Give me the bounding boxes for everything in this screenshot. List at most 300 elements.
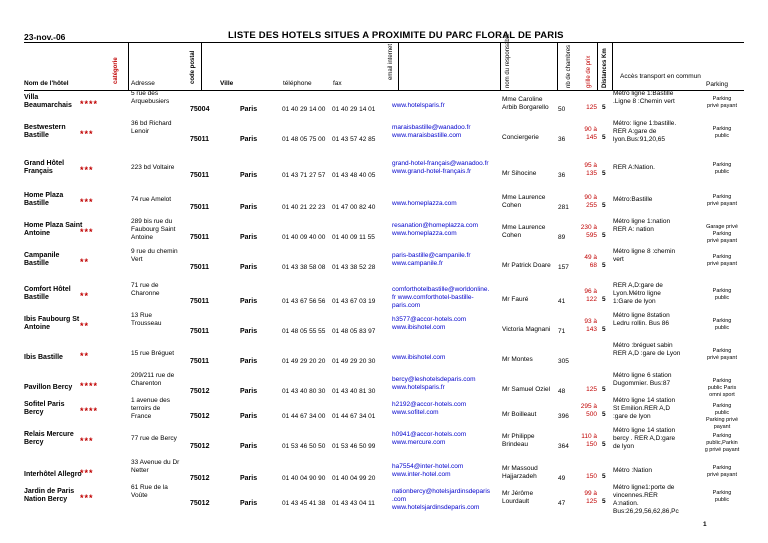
email-line[interactable]: resanation@homeplazza.com [392,222,479,229]
col-header-parking: Parking [706,81,729,88]
price-range-from: 90 à [584,194,597,201]
postal-code: 75012 [190,388,210,395]
manager-name: Mr Samuel Oziel [502,386,551,393]
postal-code: 75011 [190,328,210,335]
price-range-from: 99 à [584,490,597,497]
city: Paris [240,136,258,143]
fax: 01 44 67 34 01 [332,413,376,420]
address-line: Lenoir [131,128,150,135]
parking-info [702,348,742,362]
parking-info [702,378,742,399]
parking-line: Parking [712,378,732,384]
hotel-name: Bastille [24,132,49,139]
telephone: 01 43 45 41 38 [282,500,326,507]
price-range-to: 150 [586,441,597,448]
fax: 01 43 43 04 11 [332,500,375,507]
hotel-name-line: Jardin de Paris [24,488,75,495]
manager-name: Mr Montes [502,356,533,363]
price-range-from: 96 à [584,288,597,295]
address-line: Charonne [131,290,160,297]
address-line: Voûte [131,492,148,499]
parking-info [702,126,742,140]
postal-code: 75012 [190,413,210,420]
transport-line: Métro ligne 14 station [613,397,676,404]
room-count: 71 [558,328,566,335]
hotel-name-line: Relais Mercure [24,431,74,438]
hotel-name: Bastille [24,200,49,207]
hotel-name-line: Comfort Hôtel [24,286,71,293]
transport-line: Métro: ligne 1:bastille. [613,120,677,127]
manager-name-line: Mr Massoud [502,465,538,472]
manager-name: Cohen [502,202,522,209]
transport-line: Métro:Bastille [613,196,653,203]
col-header-distances: Distances Km [602,48,608,88]
email-line[interactable]: nationbercy@hotelsjardinsdeparis [392,488,491,495]
distance-km: 5 [602,262,606,269]
parking-line: privé payant [707,472,737,478]
hotel-name: Bastille [24,260,49,267]
email-line[interactable]: paris-bastille@campanile.fr [392,252,471,259]
room-count: 50 [558,106,566,113]
postal-code: 75011 [190,298,210,305]
address-line: France [131,413,152,420]
email-line[interactable]: h3577@accor-hotels.com [392,316,467,323]
transport-line: 1:Gare de lyon [613,298,656,305]
telephone: 01 53 46 50 50 [282,443,326,450]
distance-km: 5 [602,104,606,111]
postal-code: 75011 [190,136,210,143]
parking-line: Parking [712,231,732,237]
city: Paris [240,204,258,211]
postal-code: 75012 [190,475,210,482]
transport-line: bercy . RER A,D:gare [613,435,676,442]
parking-line: public [714,325,730,331]
parking-line: Parking [712,465,732,471]
col-header-email: email internet [388,43,394,80]
website-link[interactable]: www.campanile.fr [392,260,443,267]
parking-line: privé payant [707,261,737,267]
website-link[interactable]: .com [392,496,407,503]
manager-name: Mr Patrick Doare [502,262,551,269]
telephone: 01 40 09 40 00 [282,234,326,241]
manager-name: Mr Fauré [502,296,529,303]
parking-line: privé payant [707,355,737,361]
room-count: 49 [558,475,566,482]
address-line: 1 avenue des [131,397,171,404]
parking-line: g privé payant [704,447,740,453]
price-range-from: 93 à [584,318,597,325]
header-divider [500,42,501,90]
category-stars: *** [80,436,94,446]
address-line: Trousseau [131,320,162,327]
manager-name-line: Mme Laurence [502,194,546,201]
manager-name-line: Mme Caroline [502,96,543,103]
page-number: 1 [703,521,707,528]
website-link[interactable]: fr www.comforthotel-bastille- [392,294,474,301]
col-header-prix: grille de prix [586,55,592,88]
fax: 01 40 29 14 01 [332,106,376,113]
telephone: 01 40 29 14 00 [282,106,326,113]
telephone: 01 43 67 56 56 [282,298,326,305]
transport-line: Métro ligne 1:nation [613,218,671,225]
category-stars: **** [80,406,99,416]
parking-info [702,490,742,504]
category-stars: ** [80,257,90,267]
header-divider [201,42,202,90]
postal-code: 75011 [190,264,210,271]
price-range-to: 125 [586,386,597,393]
transport-line: RER A: nation [613,226,654,233]
address-line: 15 rue Bréguet [131,350,175,357]
email-line[interactable]: maraisbastille@wanadoo.fr [392,124,471,131]
address-line: 74 rue Amelot [131,196,172,203]
room-count: 396 [558,413,569,420]
transport-line: Métro ligne1:porte de [613,484,675,491]
website-link[interactable]: www.hotelsparis.fr [392,102,445,109]
transport-line: RER A,D :gare de Lyon [613,350,681,357]
hotel-name-line: Bestwestern [24,124,66,131]
page-title: LISTE DES HOTELS SITUES A PROXIMITE DU PARC FLORAL DE PARIS [228,30,564,41]
distance-km: 5 [602,386,606,393]
price-range-to: 68 [589,262,597,269]
table-top-border [24,42,744,43]
parking-line: Parking privé payant [705,417,739,430]
header-divider [597,42,598,90]
parking-info [702,433,742,454]
website-link[interactable]: www.homeplazza.com [392,200,457,207]
manager-name: Conciergerie [502,134,539,141]
price-range-from: 295 à [580,403,597,410]
fax: 01 40 04 99 20 [332,475,376,482]
city: Paris [240,172,258,179]
hotel-name: Bercy [24,409,44,416]
hotel-name: Antoine [24,230,51,237]
parking-info [702,403,742,431]
fax: 01 43 67 03 19 [332,298,376,305]
col-header-telephone: téléphone [283,80,312,87]
manager-name: Mr Boilleaut [502,411,537,418]
postal-code: 75011 [190,204,210,211]
manager-name-line: Mme Laurence [502,224,546,231]
hotel-name: Français [24,168,53,175]
category-stars: *** [80,227,94,237]
price-range-to: 595 [586,232,597,239]
transport-line: Métro :bréguet sabin [613,342,673,349]
hotel-name: Interhôtel Allegro [24,471,82,478]
price-range-to: 143 [586,326,597,333]
address-line: 223 bd Voltaire [131,164,175,171]
fax: 01 49 29 20 30 [332,358,376,365]
website-link[interactable]: www.sofitel.com [392,409,439,416]
room-count: 48 [558,388,566,395]
address-line: 36 bd Richard [131,120,172,127]
website-link[interactable]: www.grand-hotel-français.fr [392,168,472,175]
header-divider [128,42,129,90]
price-range-to: 125 [586,104,597,111]
room-count: 36 [558,172,566,179]
address-line: 9 rue du chemin [131,248,178,255]
distance-km: 5 [602,202,606,209]
parking-line: public Paris [707,385,737,391]
city: Paris [240,413,258,420]
parking-line: public [714,497,730,503]
category-stars: *** [80,493,94,503]
address-line: terroirs de [131,405,161,412]
room-count: 364 [558,443,569,450]
fax: 01 53 46 50 99 [332,443,376,450]
parking-line: Garage privé [706,224,738,230]
email-line[interactable]: ha7554@inter-hotel.com [392,463,464,470]
header-divider [612,42,613,90]
transport-line: Bus:26,29,56,62,86,Pc [613,508,679,515]
parking-line: public [714,169,730,175]
city: Paris [240,328,258,335]
parking-line: privé payant [707,201,737,207]
col-header-adresse: Adresse [131,80,155,87]
transport-line: Métro ligne 8station [613,312,670,319]
address-line: Arquebusiers [131,98,170,105]
hotel-name: Bastille [24,294,49,301]
parking-line: Parking [712,254,732,260]
address-line: 289 bis rue du [131,218,173,225]
postal-code: 75004 [190,106,210,113]
parking-line: public [714,133,730,139]
address-line: 77 rue de Bercy [131,435,177,442]
hotel-name-line: Home Plaza Saint [24,222,83,229]
manager-name: Arbib Borgarello [502,104,549,111]
room-count: 89 [558,234,566,241]
price-range-to: 500 [586,411,597,418]
col-header-categorie: catégorie [113,57,119,84]
postal-code: 75011 [190,358,210,365]
price-range-to: 122 [586,296,597,303]
city: Paris [240,358,258,365]
manager-name: Victoria Magnani [502,326,551,333]
hotel-name-line: Ibis Faubourg St [24,316,80,323]
telephone: 01 43 71 27 57 [282,172,326,179]
transport-line: :gare de lyon [613,413,651,420]
parking-line: privé payant [707,103,737,109]
transport-line: de lyon [613,443,634,450]
address-line: Vert [131,256,143,263]
city: Paris [240,443,258,450]
transport-line: Dugommier. Bus:87 [613,380,671,387]
room-count: 157 [558,264,569,271]
telephone: 01 49 29 20 20 [282,358,326,365]
manager-name: Cohen [502,232,522,239]
postal-code: 75011 [190,172,210,179]
col-header-transport: Accès transport en commun [620,73,701,80]
col-header-ville: Ville [220,80,234,87]
transport-line: Lyon.Métro ligne [613,290,661,297]
room-count: 281 [558,204,569,211]
website-link[interactable]: www.mercure.com [392,439,446,446]
telephone: 01 44 67 34 00 [282,413,326,420]
transport-line: Métro :Nation [613,467,653,474]
room-count: 47 [558,500,566,507]
parking-line: Parking [712,433,732,439]
parking-info [702,194,742,208]
col-header-responsable: nom du responsable [505,33,511,88]
website-link[interactable]: www.inter-hotel.com [392,471,451,478]
city: Paris [240,264,258,271]
fax: 01 43 48 40 05 [332,172,376,179]
manager-name: Mr Sihocine [502,170,537,177]
room-count: 36 [558,136,566,143]
hotel-name: Pavillon Bercy [24,384,73,391]
manager-name: Brindeau [502,441,529,448]
parking-line: public [714,410,730,416]
manager-name-line: Mr Jérôme [502,490,534,497]
website-link[interactable]: www.hotelsparis.fr [392,384,445,391]
room-count: 305 [558,358,569,365]
parking-info [702,318,742,332]
distance-km: 5 [602,296,606,303]
transport-line: Ledru rollin. Bus 86 [613,320,670,327]
header-divider [557,42,558,90]
price-range-to: 145 [586,134,597,141]
transport-line: RER A,D:gare de [613,282,663,289]
telephone: 01 43 38 58 08 [282,264,326,271]
price-range-to: 125 [586,498,597,505]
telephone: 01 48 05 55 55 [282,328,326,335]
email-line[interactable]: h2192@accor-hotels.com [392,401,467,408]
transport-line: lyon.Bus:91,20,65 [613,136,666,143]
hotel-name-line: Grand Hôtel [24,160,65,167]
email-line[interactable]: comforthotelbastille@worldonline. [392,286,490,293]
distance-km: 5 [602,441,606,448]
distance-km: 5 [602,411,606,418]
city: Paris [240,475,258,482]
transport-line: Métro ligne 1:Bastille [613,90,674,97]
parking-line: Parking [712,318,732,324]
website-link[interactable]: www.hotelsjardinsdeparis.com [392,504,480,511]
fax: 01 43 40 81 30 [332,388,376,395]
fax: 01 43 57 42 85 [332,136,376,143]
price-range-from: 49 à [584,254,597,261]
manager-name-line: Mr Philippe [502,433,535,440]
distance-km: 5 [602,134,606,141]
website-link[interactable]: www.homeplazza.com [392,230,457,237]
price-range-from: 230 à [580,224,597,231]
header-divider [398,42,399,90]
fax: 01 48 05 83 97 [332,328,376,335]
address-line: 5 rue des [131,90,159,97]
price-range-to: 255 [586,202,597,209]
distance-km: 5 [602,232,606,239]
address-line: Charenton [131,380,162,387]
hotel-name: Bercy [24,439,44,446]
parking-line: public,Parkin [706,440,738,446]
hotel-name-line: Campanile [24,252,60,259]
transport-line: Métro ligne 14 station [613,427,676,434]
hotel-name: Ibis Bastille [24,354,63,361]
parking-line: Parking [712,490,732,496]
parking-info [702,224,742,245]
transport-line: St Emilion.RER A,D [613,405,671,412]
website-link[interactable]: www.ibishotel.com [392,354,446,361]
telephone: 01 43 40 80 30 [282,388,326,395]
address-line: Antoine [131,234,154,241]
city: Paris [240,234,258,241]
distance-km: 5 [602,473,606,480]
manager-name: Hajjarzadeh [502,473,537,480]
price-range-from: 95 à [584,162,597,169]
parking-info [702,96,742,110]
category-stars: **** [80,99,99,109]
category-stars: ** [80,321,90,331]
transport-line: Métro ligne 8 :chemin [613,248,676,255]
parking-line: Parking [712,96,732,102]
distance-km: 5 [602,170,606,177]
parking-line: Parking [712,162,732,168]
price-range-from: 110 à [581,433,597,440]
transport-line: vert [613,256,624,263]
category-stars: ** [80,351,90,361]
transport-line: Métro ligne 6 station [613,372,672,379]
fax: 01 40 09 11 55 [332,234,375,241]
parking-line: privé payant [707,238,737,244]
website-link[interactable]: paris.com [392,302,421,309]
distance-km: 5 [602,326,606,333]
parking-line: Parking [712,288,732,294]
parking-line: Parking [712,126,732,132]
category-stars: *** [80,165,94,175]
room-count: 41 [558,298,566,305]
email-line[interactable]: h0941@accor-hotels.com [392,431,467,438]
col-header-fax: fax [333,80,342,87]
transport-line: A:nation. [613,500,639,507]
category-stars: *** [80,129,94,139]
address-line: Faubourg Saint [131,226,176,233]
hotel-name: Beaumarchais [24,102,72,109]
address-line: 13 Rue [131,312,152,319]
website-link[interactable]: www.ibishotel.com [392,324,446,331]
address-line: 71 rue de [131,282,159,289]
category-stars: **** [80,381,99,391]
parking-line: Parking [712,403,732,409]
telephone: 01 40 21 22 23 [282,204,326,211]
category-stars: *** [80,468,94,478]
city: Paris [240,298,258,305]
email-line[interactable]: grand-hotel-français@wanadoo.fr [392,160,489,167]
fax: 01 47 00 82 40 [332,204,376,211]
price-range-to: 135 [586,170,597,177]
parking-line: omni sport [709,392,735,398]
email-line[interactable]: bercy@leshotelsdeparis.com [392,376,476,383]
hotel-name: Antoine [24,324,51,331]
city: Paris [240,388,258,395]
fax: 01 43 38 52 28 [332,264,376,271]
hotel-name: Nation Bercy [24,496,68,503]
parking-line: Parking [712,348,732,354]
col-header-nom: Nom de l'hôtel [24,80,69,87]
category-stars: ** [80,291,90,301]
website-link[interactable]: www.maraisbastille.com [392,132,462,139]
parking-info [702,288,742,302]
postal-code: 75011 [190,234,210,241]
postal-code: 75012 [190,500,210,507]
manager-name: Lourdault [502,498,530,505]
transport-line: vincennes.RER [613,492,658,499]
price-range-to: 150 [586,473,597,480]
transport-line: RER A:gare de [613,128,657,135]
parking-info [702,162,742,176]
city: Paris [240,106,258,113]
distance-km: 5 [602,498,606,505]
col-header-chambres: nb de chambres [566,44,572,88]
hotel-name-line: Sofitel Paris [24,401,65,408]
